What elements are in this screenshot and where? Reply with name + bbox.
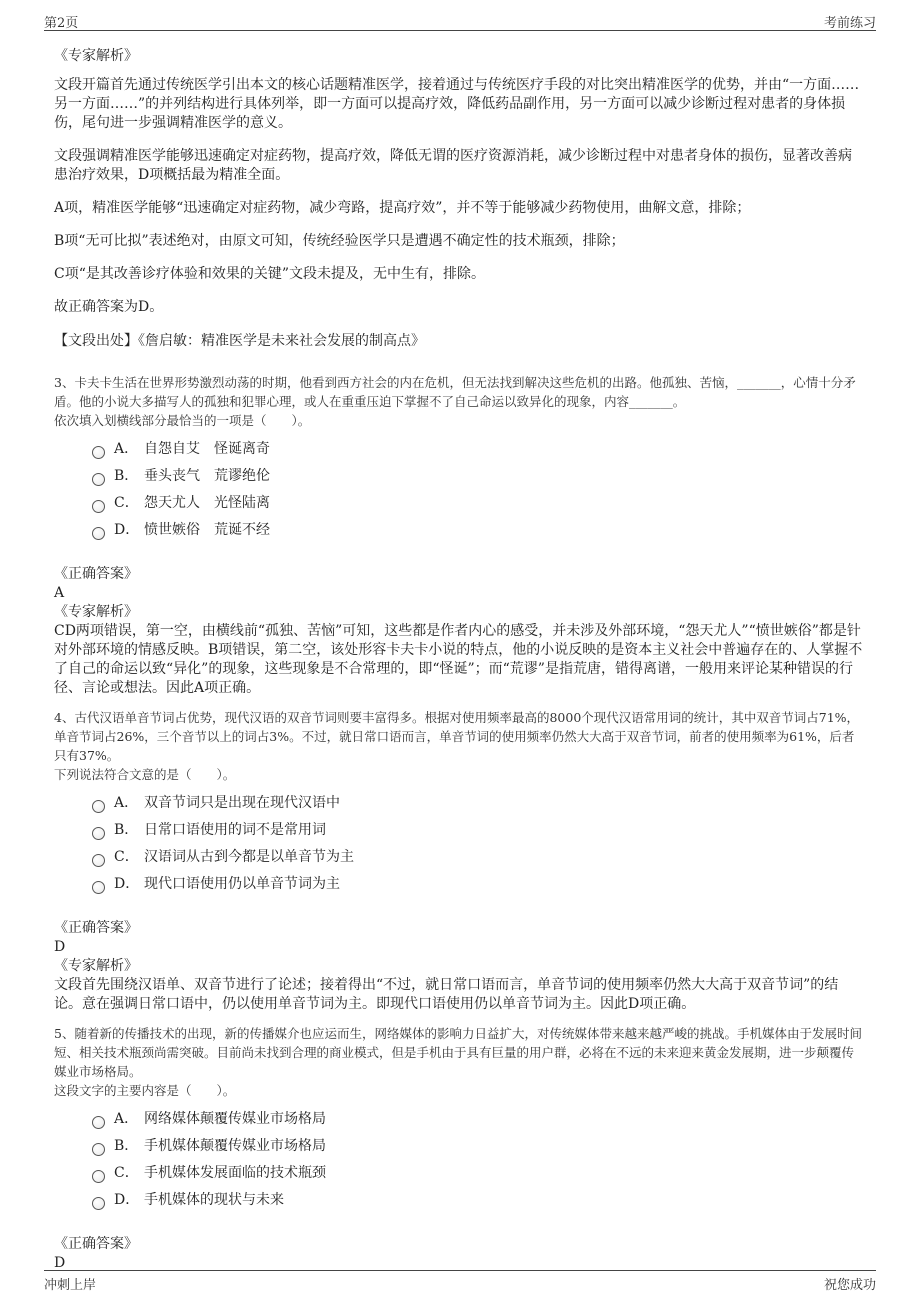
radio-icon[interactable]: [92, 1197, 105, 1210]
footer-right-text: 祝您成功: [823, 1278, 876, 1293]
q3-option-b[interactable]: B． 垂头丧气 荒谬绝伦: [92, 463, 864, 490]
q5-option-a[interactable]: A． 网络媒体颠覆传媒业市场格局: [92, 1106, 864, 1133]
radio-icon[interactable]: [92, 827, 105, 840]
q3-analysis: CD两项错误，第一空，由横线前“孤独、苦恼”可知，这些都是作者内心的感受，并未涉及外部环境，“怨天尤人”“愤世嫉俗”都是针对外部环境的情感反映。B项错误，第二空，该处形容卡夫卡小说的特点，他的小说反映的是资本主义社会中普遍存在的、人掌握不了自己的命运以致“异化”的现象，这些现象是不合常理的，即“怪诞”；而“荒谬”是指荒唐，错得离谱，一般用来评论某种错误的行径、言论或想法。因此A项正确。: [54, 623, 863, 696]
q5-answer: D: [54, 1255, 66, 1271]
q2-source-label: 【文段出处】: [54, 333, 138, 349]
document-content: [54, 40, 864, 1272]
q4-answer-label: 《正确答案》: [54, 920, 138, 936]
q4-option-d[interactable]: D． 现代口语使用仍以单音节词为主: [92, 871, 864, 898]
q4-option-a[interactable]: A． 双音节词只是出现在现代汉语中: [92, 790, 864, 817]
q4-stem: 4、古代汉语单音节词占优势，现代汉语的双音节词则要丰富得多。根据对使用频率最高的8000个现代汉语常用词的统计，其中双音节词占71%，单音节词占26%，三个音节以上的词占3%。不过，就日常口语而言，单音节词的使用频率仍然大大高于双音节词，前者的使用频率为61%，后者只有37%。: [54, 710, 860, 763]
q2-analysis-label: 《专家解析》: [54, 48, 138, 64]
q4-options: [92, 790, 864, 898]
question-4: [54, 708, 864, 1014]
page-header: [44, 10, 876, 31]
radio-icon[interactable]: [92, 446, 105, 459]
radio-icon[interactable]: [92, 800, 105, 813]
q3-option-a[interactable]: A． 自怨自艾 怪诞离奇: [92, 436, 864, 463]
radio-icon[interactable]: [92, 1170, 105, 1183]
q3-stem: 3、卡夫卡生活在世界形势激烈动荡的时期，他看到西方社会的内在危机，但无法找到解决这些危机的出路。他孤独、苦恼，_______，心情十分矛盾。他的小说大多描写人的孤独和犯罪心理，或人在重重压迫下掌握不了自己命运以致异化的现象，内容_______。: [54, 375, 856, 409]
radio-icon[interactable]: [92, 1143, 105, 1156]
q4-analysis-label: 《专家解析》: [54, 958, 138, 974]
q4-option-b[interactable]: B． 日常口语使用的词不是常用词: [92, 817, 864, 844]
q2-analysis-para-5: C项“是其改善诊疗体验和效果的关键”文段未提及，无中生有，排除。: [54, 266, 486, 282]
radio-icon[interactable]: [92, 527, 105, 540]
q3-answer-label: 《正确答案》: [54, 566, 138, 582]
q5-option-c[interactable]: C． 手机媒体发展面临的技术瓶颈: [92, 1160, 864, 1187]
q5-option-d[interactable]: D． 手机媒体的现状与未来: [92, 1187, 864, 1214]
q3-option-c[interactable]: C． 怨天尤人 光怪陆离: [92, 490, 864, 517]
q5-prompt: 这段文字的主要内容是（ ）。: [54, 1083, 236, 1098]
q2-analysis-para-4: B项“无可比拟”表述绝对，由原文可知，传统经验医学只是遭遇不确定性的技术瓶颈，排除；: [54, 233, 625, 249]
q5-option-b[interactable]: B． 手机媒体颠覆传媒业市场格局: [92, 1133, 864, 1160]
q3-analysis-label: 《专家解析》: [54, 604, 138, 620]
radio-icon[interactable]: [92, 854, 105, 867]
q3-option-d[interactable]: D． 愤世嫉俗 荒诞不经: [92, 517, 864, 544]
q5-options: [92, 1106, 864, 1214]
q2-analysis-block: [54, 46, 864, 351]
q5-stem: 5、随着新的传播技术的出现，新的传播媒介也应运而生，网络媒体的影响力日益扩大，对传统媒体带来越来越严峻的挑战。手机媒体由于发展时间短、相关技术瓶颈尚需突破。目前尚未找到合理的商业模式，但是手机由于具有巨量的用户群，必将在不远的未来迎来黄金发展期，进一步颠覆传媒业市场格局。: [54, 1026, 862, 1079]
q3-options: [92, 436, 864, 544]
q2-analysis-para-3: A项，精准医学能够“迅速确定对症药物，减少弯路，提高疗效”，并不等于能够减少药物使用，曲解文意，排除；: [54, 200, 751, 216]
q4-answer: D: [54, 939, 66, 955]
page-number: 第2页: [44, 16, 79, 31]
q2-analysis-para-1: 文段开篇首先通过传统医学引出本文的核心话题精准医学，接着通过与传统医疗手段的对比突出精准医学的优势，并由“一方面……另一方面……”的并列结构进行具体列举，即一方面可以提高疗效，降低药品副作用，另一方面可以减少诊断过程对患者的身体损伤，尾句进一步强调精准医学的意义。: [54, 77, 860, 131]
q2-analysis-para-2: 文段强调精准医学能够迅速确定对症药物，提高疗效，降低无谓的医疗资源消耗，减少诊断过程中对患者身体的损伤，显著改善病患治疗效果，D项概括最为精准全面。: [54, 148, 852, 183]
radio-icon[interactable]: [92, 500, 105, 513]
radio-icon[interactable]: [92, 473, 105, 486]
radio-icon[interactable]: [92, 1116, 105, 1129]
q2-source-text: 《詹启敏：精准医学是未来社会发展的制高点》: [138, 333, 425, 349]
header-title: 考前练习: [823, 16, 876, 31]
q4-prompt: 下列说法符合文意的是（ ）。: [54, 767, 236, 782]
q3-prompt: 依次填入划横线部分最恰当的一项是（ ）。: [54, 413, 311, 428]
q4-analysis: 文段首先围绕汉语单、双音节进行了论述；接着得出“不过，就日常口语而言，单音节词的使用频率仍然大大高于双音节词”的结论。意在强调日常口语中，仍以使用单音节词为主。即现代口语使用仍以单音节词为主。因此D项正确。: [54, 977, 839, 1012]
q2-analysis-para-6: 故正确答案为D。: [54, 299, 164, 315]
q2-source: [54, 331, 864, 351]
q4-option-c[interactable]: C． 汉语词从古到今都是以单音节为主: [92, 844, 864, 871]
radio-icon[interactable]: [92, 881, 105, 894]
q3-answer: A: [54, 585, 65, 601]
footer-left-text: 冲刺上岸: [44, 1278, 97, 1293]
q5-answer-label: 《正确答案》: [54, 1236, 138, 1252]
page-footer: [44, 1270, 876, 1295]
question-5: [54, 1024, 864, 1272]
question-3: [54, 373, 864, 698]
